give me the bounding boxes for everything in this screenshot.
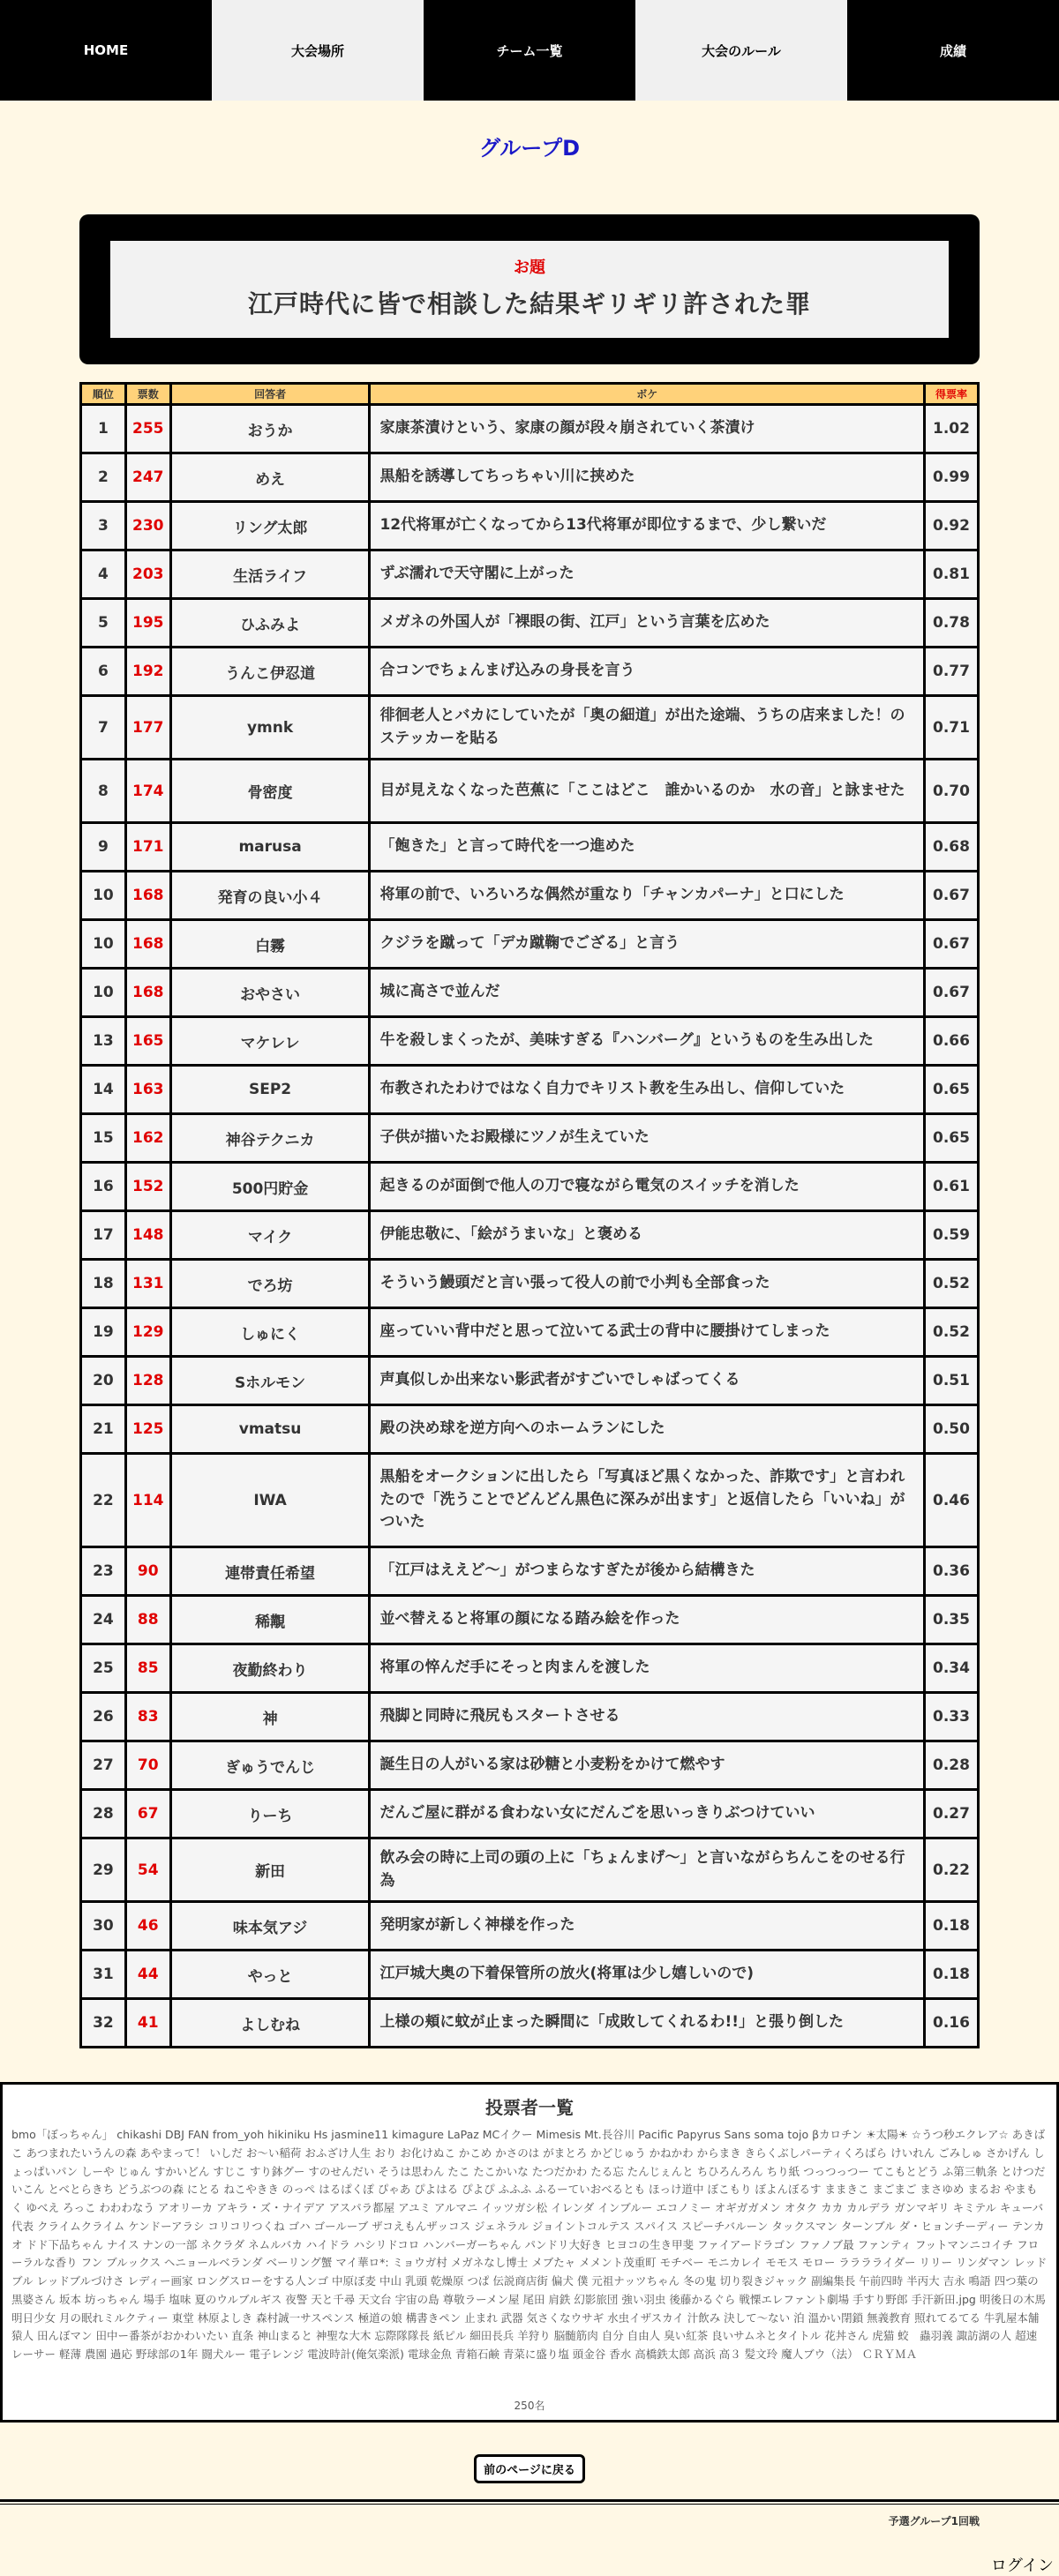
name-cell: ymnk	[170, 696, 370, 760]
rate-cell: 0.27	[924, 1790, 978, 1838]
rate-cell: 0.71	[924, 696, 978, 760]
rank-cell: 28	[81, 1790, 126, 1838]
rate-cell: 0.65	[924, 1066, 978, 1114]
rank-cell: 27	[81, 1741, 126, 1790]
boke-cell: 「飽きた」と言って時代を一つ進めた	[370, 823, 925, 872]
rate-cell: 0.99	[924, 453, 978, 502]
rate-cell: 0.77	[924, 648, 978, 696]
rate-cell: 1.02	[924, 405, 978, 453]
votes-cell: 192	[125, 648, 170, 696]
result-row	[81, 599, 979, 648]
rank-cell: 1	[81, 405, 126, 453]
name-cell: IWA	[170, 1454, 370, 1547]
name-cell: SEP2	[170, 1066, 370, 1114]
boke-cell: 子供が描いたお殿様にツノが生えていた	[370, 1114, 925, 1163]
votes-cell: 70	[125, 1741, 170, 1790]
result-row	[81, 1644, 979, 1693]
rate-cell: 0.28	[924, 1741, 978, 1790]
votes-cell: 41	[125, 1999, 170, 2048]
rate-cell: 0.81	[924, 550, 978, 599]
topic-inner	[110, 241, 949, 338]
rate-cell: 0.33	[924, 1693, 978, 1741]
result-row	[81, 872, 979, 920]
rate-cell: 0.51	[924, 1357, 978, 1405]
result-row	[81, 550, 979, 599]
rate-cell: 0.34	[924, 1644, 978, 1693]
nav-item-2[interactable]: チーム一覧	[424, 0, 635, 101]
result-row	[81, 405, 979, 453]
rate-cell: 0.92	[924, 502, 978, 550]
result-row	[81, 823, 979, 872]
top-nav	[0, 0, 1059, 101]
votes-cell: 247	[125, 453, 170, 502]
result-row	[81, 453, 979, 502]
votes-cell: 83	[125, 1693, 170, 1741]
boke-cell: 城に高さで並んだ	[370, 969, 925, 1017]
result-row	[81, 648, 979, 696]
name-cell: しゅにく	[170, 1308, 370, 1357]
rank-cell: 17	[81, 1211, 126, 1260]
votes-cell: 230	[125, 502, 170, 550]
votes-cell: 174	[125, 760, 170, 823]
rank-cell: 13	[81, 1017, 126, 1066]
result-row	[81, 1547, 979, 1596]
rate-cell: 0.35	[924, 1596, 978, 1644]
rank-cell: 16	[81, 1163, 126, 1211]
result-row	[81, 1211, 979, 1260]
name-cell: よしむね	[170, 1999, 370, 2048]
boke-cell: 布教されたわけではなく自力でキリスト教を生み出し、信仰していた	[370, 1066, 925, 1114]
boke-cell: 起きるのが面倒で他人の刀で寝ながら電気のスイッチを消した	[370, 1163, 925, 1211]
rank-cell: 10	[81, 872, 126, 920]
voters-count: 250名	[514, 2400, 545, 2412]
rank-cell: 6	[81, 648, 126, 696]
rate-cell: 0.18	[924, 1902, 978, 1951]
name-cell: マケレレ	[170, 1017, 370, 1066]
votes-cell: 168	[125, 920, 170, 969]
rank-cell: 14	[81, 1066, 126, 1114]
votes-cell: 88	[125, 1596, 170, 1644]
votes-cell: 255	[125, 405, 170, 453]
rate-cell: 0.61	[924, 1163, 978, 1211]
result-row	[81, 1066, 979, 1114]
voters-list: bmo「ぼっちゃん」 chikashi DBJ FAN from_yoh hikiniku Hs jasmine11 kimagure LaPaz MCイクー Mimesis Mt.長谷川 Pacific Papyrus Sans soma tojo βカロチン ☀太陽☀ ☆うつ秒エクレア☆ あきばこ あつまれたいうんの森 あやまって！ いしだ お〜い稲荷 おふざけ人生 おり お化けぬこ かこめ かさのは がまとろ かどじゅう かねかわ からまき きらくぶしパーティくろばら けいれん ごみしゅ さかげん しょっぱいパン しーや じゅん すかいどん すじこ すり鉢グー すのせんだい そうは思わん たこ たこかいな たつだかわ たる忘 たんじぇんと ちひろんろん ちり紙 つっつっつー てこもとどう ふ第三軌条 とけつだいこん とべとらきち どうぶつの森 にとる ねこやきき のっぺ はるぱくぽ ぴゃあ ぴよはる ぴよぴ ふふふ ふるーていおべるとも ほっけ道中 ぼこもり ぼよんぼるす ままきこ まごまご まさゆめ まるお やまもく ゆべえ ろっこ わわわなう アオリーカ アキラ・ズ・ナイデア アスパラ都屋 アユミ アルマニ イッツガシ松 イレンダ インブルー エコノミー オギガガメン オタク カカ カルデラ ガンマギリ キミテル キューバ代表 クライムクライム ケンドーアラシ コリコリつくね ゴハ ゴールーブ ザコえもんザッコス ジェネラル ジョイントコルテス スパイス スピーチバルーン タックスマン ターンブル ダ・ヒョンチーディー テンカオ ドド下品ちゃん ナイス ナンの一部 ネクラダ ネムルバカ ハイドラ ハシリドコロ ハンバーガーちゃん パンドリ大好き ヒヨコの生き甲斐 ファイアードラゴン ファノブ最 ファンティ フットマンニコイチ フローラルな香り フン ブルックス ヘニョールベランダ ベーリング蟹 マイ華ロ*: ミョウガ村 メガネなし博士 メブたャ メメント茂重町 モチベー モニカレイ モモス モロー ラララライダー リリー リンダマン レッドブル レッドブルづけさ レディー画家 ロングスローをする人ンゴ 中原ぼ麦 中山 乳頭 乾燥原 つぱ 伝説商店街 偏犬 僕 元祖ナッツちゃん 冬の鬼 切り裂きジャック 副編集長 午前四時 半丙大 吉永 鳴語 四つ葉の黒婆さん 坂本 坊っちゃん 場手 塩味 夏のウルブルギス 夜警 天と千尋 天文台 宇宙の島 尊敬ラーメン屋 尾田 肩鉄 幻影旅団 強い羽虫 後藤かるぐら 戦慄エレファント劇場 手すり野郎 手汗新田.jpg 明後日の木馬 明日少女 月の眠れミルクティー 東堂 林原よしき 森村誠一サスペンス 極道の娘 構書きペン 止まれ 武器 気さくなウサギ 水虫イザスカイ 汁飲み 決して〜ない 泊 溫かい閉鎖 無義教育 照れてるてる 牛乳屋本舗 猿人 田んぼマン 田中ー番茶がおかわいたい 直条 神山まると 神聖な大木 忘際隊隊長 紙ピル 細田長兵 羊狩り 脳髄筋肉 自分 自由人 臭い紅茶 良いサムネとタイトル 花丼さん 虎猫 蛟 蟲羽義 諏訪湖の人 超速レーサー 軽薄 農園 過応 野球部の1年 闘犬ルー 電子レンジ 電波時計(俺気楽派) 電球金魚 青箱石鹸 青菜に盛り塩 頭金谷 香水 高橋鉄太郎 高浜 高３ 髪文玲 魔人ブウ（法） ＣＲＹＭＡ	[11, 2128, 1048, 2361]
boke-cell: 将軍の前で、いろいろな偶然が重なり「チャンカパーナ」と口にした	[370, 872, 925, 920]
boke-cell: 発明家が新しく神様を作った	[370, 1902, 925, 1951]
header-votes: 票数	[125, 384, 170, 405]
rank-cell: 26	[81, 1693, 126, 1741]
result-row	[81, 1308, 979, 1357]
votes-cell: 44	[125, 1951, 170, 1999]
boke-cell: 上様の頬に蚊が止まった瞬間に「成敗してくれるわ!!」と張り倒した	[370, 1999, 925, 2048]
boke-cell: 黒船をオークションに出したら「写真ほど黒くなかった、詐欺です」と言われたので「洗うことでどんどん黒色に深みが出ます」と返信したら「いいね」がついた	[370, 1454, 925, 1547]
votes-cell: 131	[125, 1260, 170, 1308]
name-cell: Sホルモン	[170, 1357, 370, 1405]
name-cell: ひふみよ	[170, 599, 370, 648]
result-row	[81, 1902, 979, 1951]
result-row	[81, 1693, 979, 1741]
nav-item-3[interactable]: 大会のルール	[635, 0, 847, 101]
result-row	[81, 1163, 979, 1211]
nav-item-0[interactable]: HOME	[0, 0, 212, 101]
boke-cell: 徘徊老人とバカにしていたが「奥の細道」が出た途端、うちの店来ました！のステッカーを貼る	[370, 696, 925, 760]
name-cell: 稀覯	[170, 1596, 370, 1644]
name-cell: りーち	[170, 1790, 370, 1838]
votes-cell: 85	[125, 1644, 170, 1693]
footer-round-label: 予選グループ1回戦	[888, 2515, 980, 2527]
boke-cell: だんご屋に群がる食わない女にだんごを思いっきりぶつけていい	[370, 1790, 925, 1838]
header-name: 回答者	[170, 384, 370, 405]
rate-cell: 0.66	[924, 1017, 978, 1066]
rank-cell: 30	[81, 1902, 126, 1951]
topic-text: 江戸時代に皆で相談した結果ギリギリ許された罪	[247, 289, 811, 318]
rate-cell: 0.46	[924, 1454, 978, 1547]
name-cell: やっと	[170, 1951, 370, 1999]
results-table	[79, 382, 980, 2048]
votes-cell: 114	[125, 1454, 170, 1547]
boke-cell: 誕生日の人がいる家は砂糖と小麦粉をかけて燃やす	[370, 1741, 925, 1790]
result-row	[81, 1454, 979, 1547]
votes-cell: 129	[125, 1308, 170, 1357]
boke-cell: 合コンでちょんまげ込みの身長を言う	[370, 648, 925, 696]
name-cell: おやさい	[170, 969, 370, 1017]
name-cell: marusa	[170, 823, 370, 872]
rank-cell: 5	[81, 599, 126, 648]
name-cell: でろ坊	[170, 1260, 370, 1308]
result-row	[81, 1838, 979, 1902]
header-rate: 得票率	[924, 384, 978, 405]
rate-cell: 0.22	[924, 1838, 978, 1902]
name-cell: 500円貯金	[170, 1163, 370, 1211]
result-row	[81, 969, 979, 1017]
nav-item-1[interactable]: 大会場所	[212, 0, 424, 101]
rank-cell: 8	[81, 760, 126, 823]
result-row	[81, 760, 979, 823]
rank-cell: 31	[81, 1951, 126, 1999]
result-row	[81, 1405, 979, 1454]
boke-cell: 飲み会の時に上司の頭の上に「ちょんまげ〜」と言いながらちんこをのせる行為	[370, 1838, 925, 1902]
rank-cell: 10	[81, 969, 126, 1017]
name-cell: 神谷テクニカ	[170, 1114, 370, 1163]
rank-cell: 4	[81, 550, 126, 599]
name-cell: 骨密度	[170, 760, 370, 823]
boke-cell: 声真似しか出来ない影武者がすごいでしゃばってくる	[370, 1357, 925, 1405]
name-cell: めえ	[170, 453, 370, 502]
votes-cell: 148	[125, 1211, 170, 1260]
result-row	[81, 1114, 979, 1163]
rank-cell: 32	[81, 1999, 126, 2048]
votes-cell: 165	[125, 1017, 170, 1066]
rank-cell: 19	[81, 1308, 126, 1357]
rank-cell: 23	[81, 1547, 126, 1596]
boke-cell: 「江戸はええど〜」がつまらなすぎたが後から結構きた	[370, 1547, 925, 1596]
rank-cell: 7	[81, 696, 126, 760]
results-header-row	[81, 384, 979, 405]
result-row	[81, 1741, 979, 1790]
boke-cell: 黒船を誘導してちっちゃい川に挟めた	[370, 453, 925, 502]
rate-cell: 0.68	[924, 823, 978, 872]
boke-cell: 並べ替えると将軍の顔になる踏み絵を作った	[370, 1596, 925, 1644]
boke-cell: 江戸城大奥の下着保管所の放火(将軍は少し嬉しいので)	[370, 1951, 925, 1999]
name-cell: 白霧	[170, 920, 370, 969]
topic-label: お題	[514, 258, 545, 277]
header-rank: 順位	[81, 384, 126, 405]
group-title: グループD	[478, 136, 580, 161]
rank-cell: 15	[81, 1114, 126, 1163]
result-row	[81, 1260, 979, 1308]
votes-cell: 46	[125, 1902, 170, 1951]
name-cell: vmatsu	[170, 1405, 370, 1454]
boke-cell: 伊能忠敬に、「絵がうまいな」と褒める	[370, 1211, 925, 1260]
rate-cell: 0.52	[924, 1260, 978, 1308]
boke-cell: そういう鰻頭だと言い張って役人の前で小判も全部食った	[370, 1260, 925, 1308]
rank-cell: 9	[81, 823, 126, 872]
boke-cell: 座っていい背中だと思って泣いてる武士の背中に腰掛けてしまった	[370, 1308, 925, 1357]
rank-cell: 25	[81, 1644, 126, 1693]
rank-cell: 24	[81, 1596, 126, 1644]
name-cell: 発育の良い小４	[170, 872, 370, 920]
login-link[interactable]: ログイン	[990, 2557, 1054, 2575]
votes-cell: 162	[125, 1114, 170, 1163]
rate-cell: 0.50	[924, 1405, 978, 1454]
rank-cell: 29	[81, 1838, 126, 1902]
votes-cell: 90	[125, 1547, 170, 1596]
nav-item-4[interactable]: 成績	[847, 0, 1059, 101]
votes-cell: 168	[125, 969, 170, 1017]
boke-cell: 12代将軍が亡くなってから13代将軍が即位するまで、少し繋いだ	[370, 502, 925, 550]
result-row	[81, 920, 979, 969]
rank-cell: 10	[81, 920, 126, 969]
topic-box	[79, 214, 980, 364]
rank-cell: 18	[81, 1260, 126, 1308]
votes-cell: 195	[125, 599, 170, 648]
result-row	[81, 1596, 979, 1644]
boke-cell: メガネの外国人が「裸眼の街、江戸」という言葉を広めた	[370, 599, 925, 648]
name-cell: リング太郎	[170, 502, 370, 550]
rate-cell: 0.65	[924, 1114, 978, 1163]
name-cell: 夜勤終わり	[170, 1644, 370, 1693]
header-boke: ボケ	[370, 384, 925, 405]
rank-cell: 2	[81, 453, 126, 502]
votes-cell: 54	[125, 1838, 170, 1902]
result-row	[81, 696, 979, 760]
rate-cell: 0.36	[924, 1547, 978, 1596]
votes-cell: 152	[125, 1163, 170, 1211]
boke-cell: 飛脚と同時に飛尻もスタートさせる	[370, 1693, 925, 1741]
result-row	[81, 1357, 979, 1405]
result-row	[81, 1951, 979, 1999]
votes-cell: 203	[125, 550, 170, 599]
result-row	[81, 502, 979, 550]
rate-cell: 0.52	[924, 1308, 978, 1357]
boke-cell: ずぶ濡れで天守閣に上がった	[370, 550, 925, 599]
rate-cell: 0.18	[924, 1951, 978, 1999]
result-row	[81, 1790, 979, 1838]
votes-cell: 177	[125, 696, 170, 760]
boke-cell: 殿の決め球を逆方向へのホームランにした	[370, 1405, 925, 1454]
rate-cell: 0.67	[924, 920, 978, 969]
rate-cell: 0.59	[924, 1211, 978, 1260]
name-cell: 連帯責任希望	[170, 1547, 370, 1596]
back-button[interactable]: 前のページに戻る	[474, 2454, 585, 2483]
rate-cell: 0.67	[924, 969, 978, 1017]
boke-cell: 将軍の悴んだ手にそっと肉まんを渡した	[370, 1644, 925, 1693]
name-cell: 新田	[170, 1838, 370, 1902]
name-cell: うんこ伊忍道	[170, 648, 370, 696]
name-cell: ぎゅうでんじ	[170, 1741, 370, 1790]
votes-cell: 67	[125, 1790, 170, 1838]
rate-cell: 0.78	[924, 599, 978, 648]
name-cell: 神	[170, 1693, 370, 1741]
footer-divider	[0, 2499, 1059, 2505]
name-cell: マイク	[170, 1211, 370, 1260]
name-cell: 生活ライフ	[170, 550, 370, 599]
rank-cell: 3	[81, 502, 126, 550]
name-cell: 味本気アジ	[170, 1902, 370, 1951]
votes-cell: 171	[125, 823, 170, 872]
boke-cell: 目が見えなくなった芭蕉に「ここはどこ 誰かいるのか 水の音」と詠ませた	[370, 760, 925, 823]
voters-panel	[0, 2082, 1059, 2422]
boke-cell: 牛を殺しまくったが、美味すぎる『ハンバーグ』というものを生み出した	[370, 1017, 925, 1066]
votes-cell: 168	[125, 872, 170, 920]
rank-cell: 22	[81, 1454, 126, 1547]
voters-title: 投票者一覧	[485, 2097, 574, 2118]
votes-cell: 125	[125, 1405, 170, 1454]
rank-cell: 21	[81, 1405, 126, 1454]
result-row	[81, 1017, 979, 1066]
boke-cell: 家康茶漬けという、家康の顔が段々崩されていく茶漬け	[370, 405, 925, 453]
rate-cell: 0.16	[924, 1999, 978, 2048]
result-row	[81, 1999, 979, 2048]
name-cell: おうか	[170, 405, 370, 453]
rank-cell: 20	[81, 1357, 126, 1405]
rate-cell: 0.67	[924, 872, 978, 920]
rate-cell: 0.70	[924, 760, 978, 823]
votes-cell: 128	[125, 1357, 170, 1405]
votes-cell: 163	[125, 1066, 170, 1114]
boke-cell: クジラを蹴って「デカ蹴鞠でござる」と言う	[370, 920, 925, 969]
